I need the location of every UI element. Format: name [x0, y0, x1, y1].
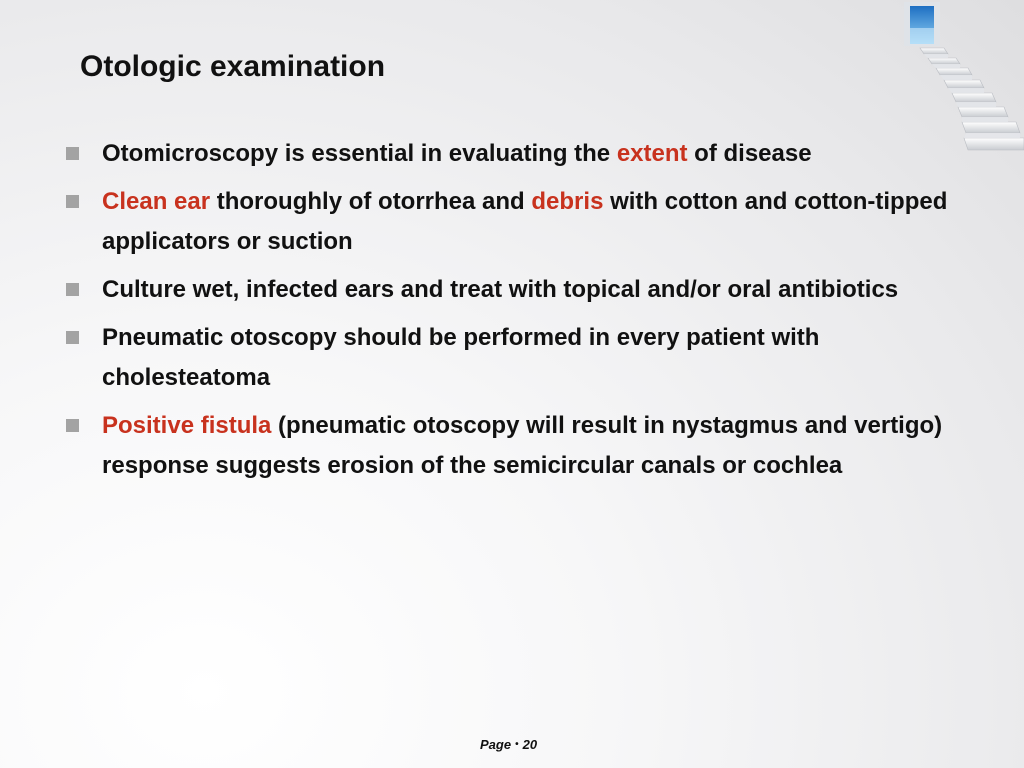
bullet-text-segment: of disease: [687, 140, 812, 167]
bullet-list: [66, 134, 966, 494]
slide-title: Otologic examination: [80, 50, 386, 83]
square-bullet-icon: [66, 147, 79, 160]
bullet-text-segment: with cotton and cotton-tipped applicators or suction: [102, 188, 948, 255]
square-bullet-icon: [66, 419, 79, 432]
bullet-text-segment: Pneumatic otoscopy should be performed in every patient with cholesteatoma: [102, 324, 820, 391]
bullet-text-segment: Otomicroscopy is essential in evaluating the: [102, 140, 617, 167]
footer-separator: •: [515, 739, 519, 750]
bullet-text-segment: Culture wet, infected ears and treat with topical and/or oral antibiotics: [102, 276, 899, 303]
page-number: 20: [522, 737, 538, 752]
square-bullet-icon: [66, 331, 79, 344]
page-footer: [480, 737, 537, 752]
highlighted-term: Clean ear: [102, 188, 211, 215]
highlighted-term: Positive fistula: [102, 412, 272, 439]
bullet-item: [66, 318, 966, 398]
bullet-item: [66, 134, 966, 174]
square-bullet-icon: [66, 195, 79, 208]
bullet-item: [66, 270, 966, 310]
highlighted-term: extent: [616, 140, 688, 167]
bullet-item: [66, 182, 966, 262]
bullet-text-segment: thoroughly of otorrhea and: [210, 188, 532, 215]
bullet-item: [66, 406, 966, 486]
highlighted-term: debris: [531, 188, 604, 215]
square-bullet-icon: [66, 283, 79, 296]
page-label: Page: [480, 737, 512, 752]
bullet-text-segment: (pneumatic otoscopy will result in nystagmus and vertigo) response suggests erosion of the semicircular canals or cochlea: [102, 412, 943, 479]
